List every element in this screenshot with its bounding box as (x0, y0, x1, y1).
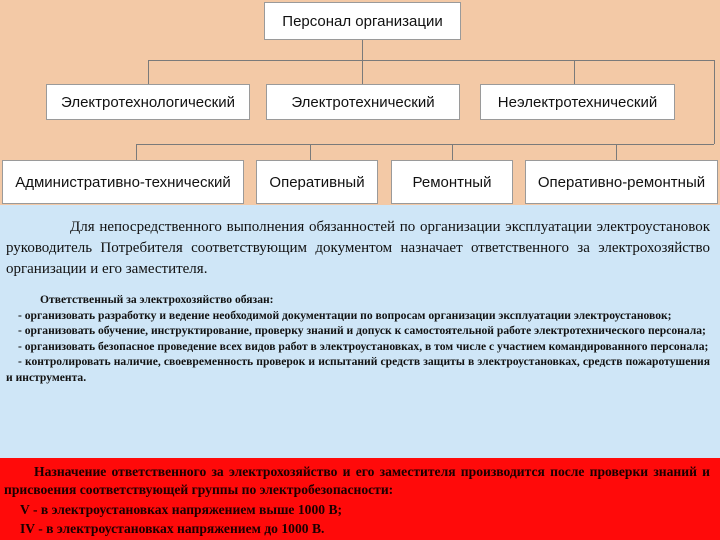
node-root: Персонал организации (264, 2, 461, 40)
duty-item: - контролировать наличие, своевременность проверок и испытаний средств защиты в электроустановках, средств пожаротушения и инструмента. (6, 355, 710, 384)
connector-line (574, 60, 575, 84)
duty-item: - организовать разработку и ведение необходимой документации по вопросам организации эксплуатации электроустановок; (18, 308, 672, 322)
connector-line (714, 60, 715, 144)
description-section (0, 205, 720, 458)
group-iv-line: IV - в электроустановках напряжением до 1000 В. (20, 521, 325, 536)
connector-line (148, 60, 149, 84)
connector-line (136, 144, 714, 145)
node-repair: Ремонтный (391, 160, 513, 204)
duty-item: - организовать безопасное проведение всех видов работ в электроустановках, в том числе с участием командированного персонала; (18, 339, 709, 353)
connector-line (310, 144, 311, 160)
node-electrotechnical: Электротехнический (266, 84, 460, 120)
connector-line (362, 40, 363, 60)
node-admin-technical: Административно-технический (2, 160, 244, 204)
intro-paragraph: Для непосредственного выполнения обязанностей по организации эксплуатации электроустановок руководитель Потребителя соответствующим документом назначает ответственного за электрохозяйство организации и его заместителя. (6, 219, 710, 277)
group-v-line: V - в электроустановках напряжением выше 1000 В; (20, 502, 343, 517)
connector-line (452, 144, 453, 160)
duties-list (6, 292, 710, 385)
connector-line (616, 144, 617, 160)
appointment-section (0, 458, 720, 540)
connector-line (136, 144, 137, 160)
appointment-paragraph: Назначение ответственного за электрохозяйство и его заместителя производится после проверки знаний и присвоения соответствующей группы по электробезопасности: (4, 464, 710, 497)
node-operational-repair: Оперативно-ремонтный (525, 160, 718, 204)
duty-item: - организовать обучение, инструктирование, проверку знаний и допуск к самостоятельной работе электротехнического персонала; (18, 324, 706, 337)
connector-line (148, 60, 715, 61)
node-electrotechnological: Электротехнологический (46, 84, 250, 120)
duties-heading: Ответственный за электрохозяйство обязан: (40, 293, 274, 306)
node-non-electrotechnical: Неэлектротехнический (480, 84, 675, 120)
node-operational: Оперативный (256, 160, 378, 204)
org-chart-area (0, 0, 720, 205)
connector-line (362, 60, 363, 84)
